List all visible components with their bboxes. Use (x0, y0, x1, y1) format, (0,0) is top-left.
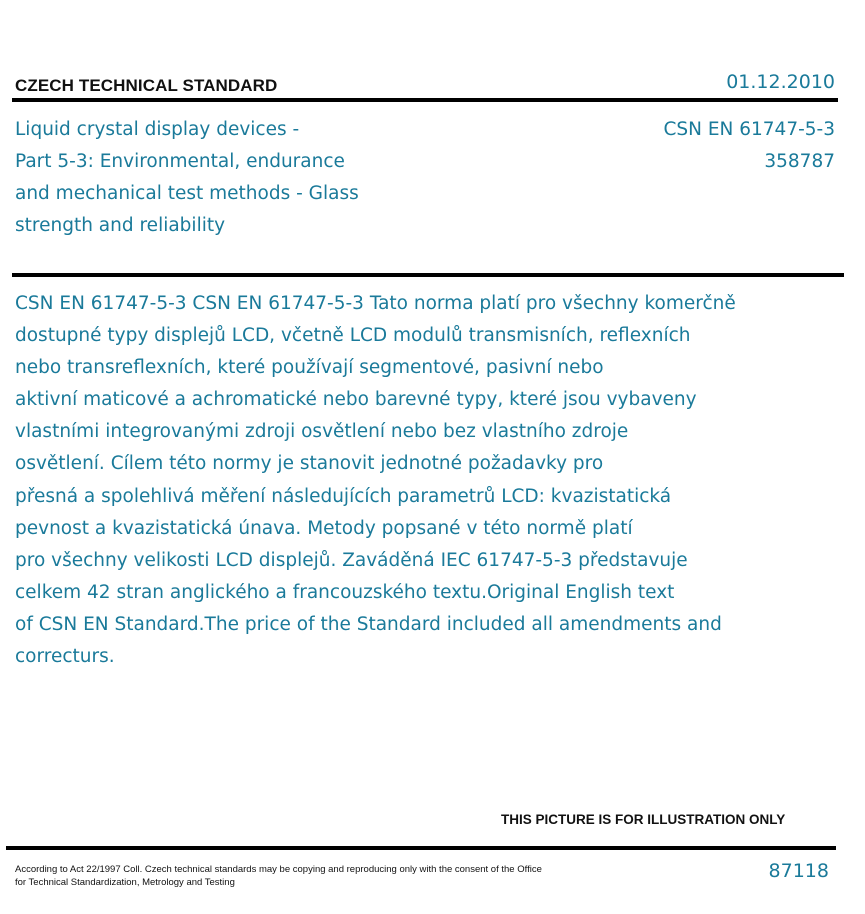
abstract-line: přesná a spolehlivá měření následujících parametrů LCD: kvazistatická (15, 485, 672, 507)
abstract-line: dostupné typy displejů LCD, včetně LCD modulů transmisních, reflexních (15, 325, 691, 347)
abstract-line: celkem 42 stran anglického a francouzského textu.Original English text (15, 581, 675, 603)
catalog-number: 358787 (764, 151, 835, 172)
standard-header-title: CZECH TECHNICAL STANDARD (15, 76, 278, 95)
header-divider (12, 98, 838, 102)
abstract-line: pevnost a kvazistatická únava. Metody popsané v této normě platí (15, 517, 633, 539)
title-line: Liquid crystal display devices - (15, 119, 300, 140)
document-number: 87118 (768, 860, 829, 882)
legal-notice (15, 864, 542, 889)
standard-id: CSN EN 61747-5-3 (663, 119, 835, 140)
abstract-text (15, 288, 815, 673)
title-line: and mechanical test methods - Glass (15, 183, 359, 204)
abstract-line: pro všechny velikosti LCD displejů. Zaváděná IEC 61747-5-3 představuje (15, 549, 688, 571)
footer-divider (6, 846, 836, 850)
abstract-line: aktivní maticové a achromatické nebo barevné typy, které jsou vybaveny (15, 389, 697, 411)
identifier-block (663, 114, 835, 178)
document-title (15, 114, 359, 242)
publication-date: 01.12.2010 (726, 71, 835, 93)
abstract-line: osvětlení. Cílem této normy je stanovit jednotné požadavky pro (15, 453, 604, 475)
abstract-line: correcturs. (15, 646, 115, 668)
title-divider (12, 273, 844, 277)
abstract-line: of CSN EN Standard.The price of the Standard included all amendments and (15, 613, 722, 635)
title-line: Part 5-3: Environmental, endurance (15, 151, 345, 172)
title-line: strength and reliability (15, 215, 226, 236)
abstract-line: nebo transreflexních, které používají segmentové, pasivní nebo (15, 357, 604, 379)
legal-line: According to Act 22/1997 Coll. Czech technical standards may be copying and reproducing only with the consent of the Office (15, 864, 542, 875)
abstract-line: vlastními integrovanými zdroji osvětlení nebo bez vlastního zdroje (15, 421, 629, 443)
illustration-note: THIS PICTURE IS FOR ILLUSTRATION ONLY (501, 812, 786, 827)
abstract-line: CSN EN 61747-5-3 CSN EN 61747-5-3 Tato norma platí pro všechny komerčně (15, 293, 736, 314)
legal-line: for Technical Standardization, Metrology and Testing (15, 876, 235, 888)
